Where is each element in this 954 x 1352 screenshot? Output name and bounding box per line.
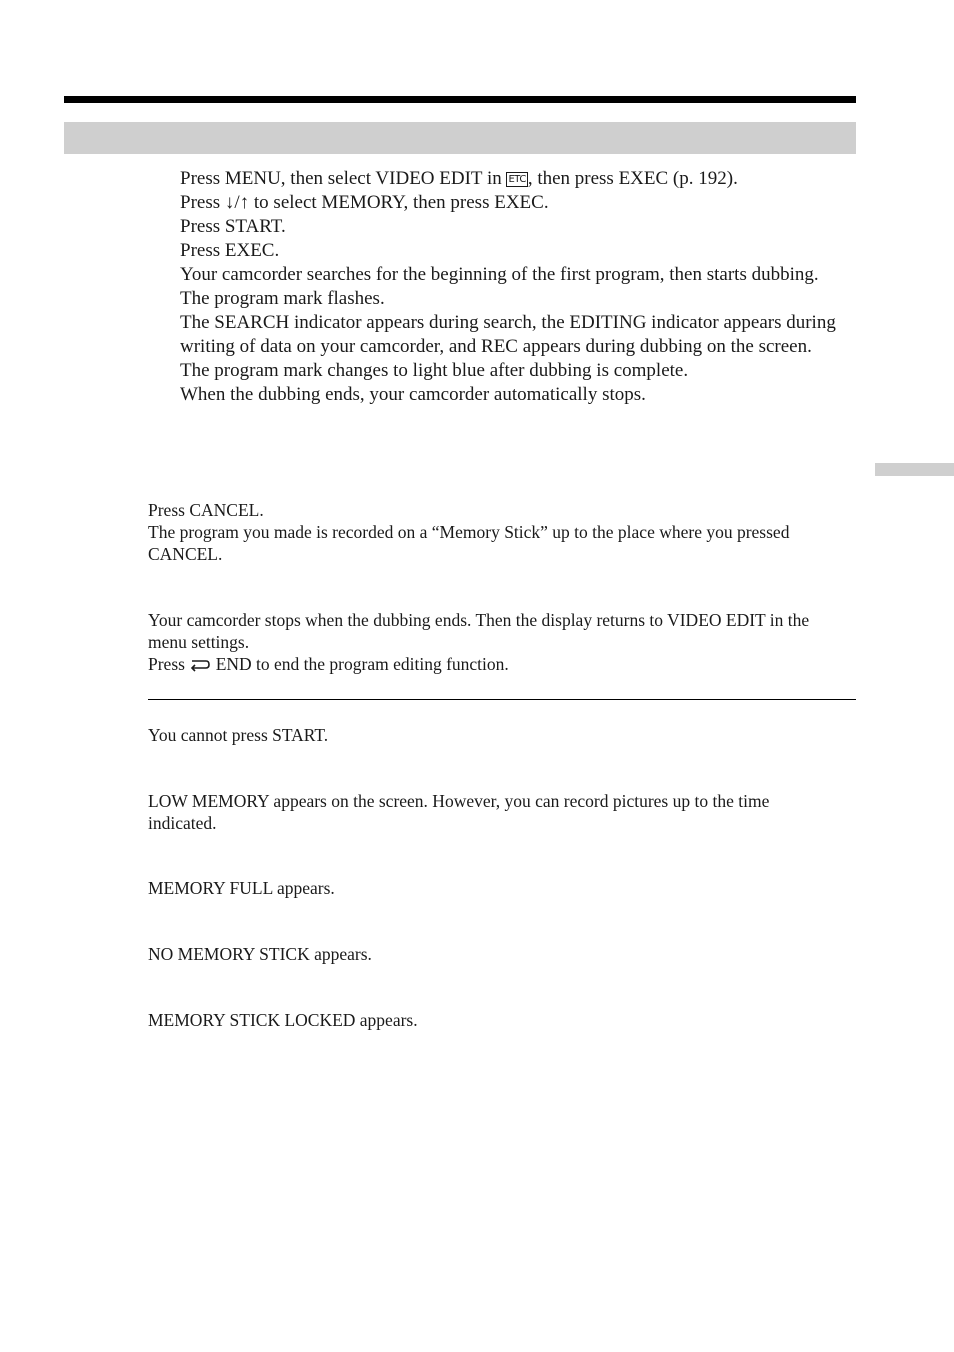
step-4: Press EXEC. [180,240,280,261]
step-3: Press START. [180,216,286,237]
note-2: LOW MEMORY appears on the screen. However, you can record pictures up to the time indicated. [148,791,770,833]
cancel-section [148,499,838,565]
step-1: Press MENU, then select VIDEO EDIT in ETC , then press EXEC (p. 192). [180,168,738,189]
end-section [148,609,838,677]
note-3: MEMORY FULL appears. [148,878,335,898]
step-4-note-5: When the dubbing ends, your camcorder automatically stops. [180,384,646,405]
step-4-note-4: The program mark changes to light blue after dubbing is complete. [180,360,689,381]
procedure-steps [180,167,856,407]
end-explanation: Your camcorder stops when the dubbing ends. Then the display returns to VIDEO EDIT in the menu settings. [148,610,810,652]
notes-divider [148,699,856,700]
end-instruction: Press END to end the program editing function. [148,653,838,677]
return-icon [189,655,211,677]
down-up-arrows-icon: ↓/↑ [224,192,250,213]
chapter-side-tab [875,463,954,476]
step-4-note-2: The program mark flashes. [180,288,385,309]
note-4: NO MEMORY STICK appears. [148,944,372,964]
step-2: Press ↓/↑ to select MEMORY, then press EXEC. [180,192,549,213]
cancel-explanation: The program you made is recorded on a “Memory Stick” up to the place where you pressed CANCEL. [148,522,790,564]
header-rule [64,96,856,103]
note-1: You cannot press START. [148,725,329,745]
section-heading-band [64,122,856,154]
cancel-instruction: Press CANCEL. [148,500,264,520]
step-4-note-3: The SEARCH indicator appears during search, the EDITING indicator appears during writing of data on your camcorder, and REC appears during dubbing on the screen. [180,312,836,357]
etc-menu-icon: ETC [508,174,526,185]
step-4-note-1: Your camcorder searches for the beginning of the first program, then starts dubbing. [180,264,819,285]
note-5: MEMORY STICK LOCKED appears. [148,1010,418,1030]
